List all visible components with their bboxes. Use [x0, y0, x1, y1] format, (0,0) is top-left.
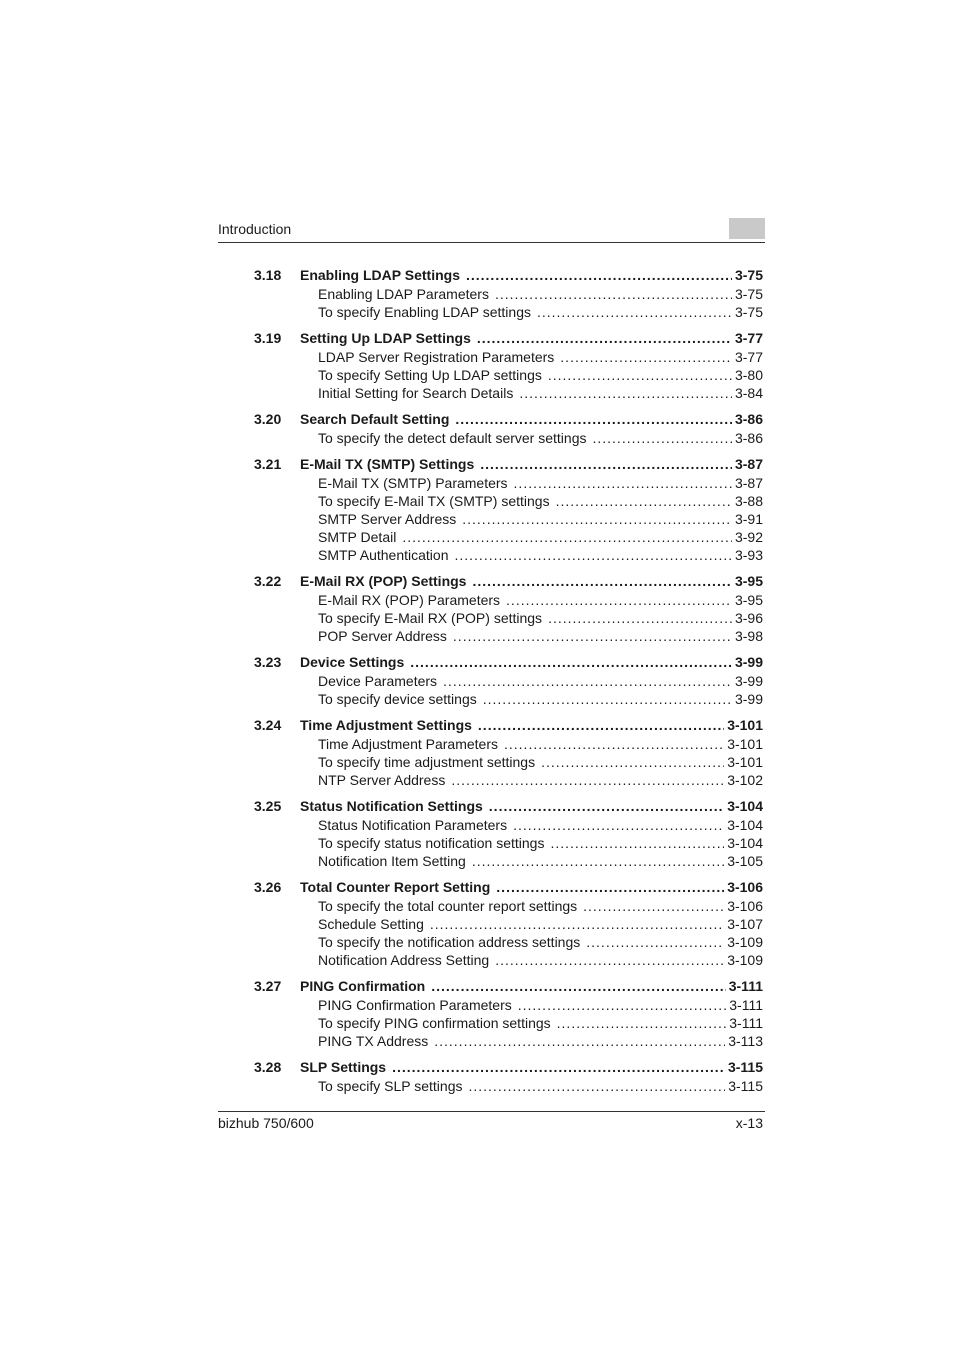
toc-page-number: 3-92 [734, 529, 763, 545]
toc-subentry[interactable] [254, 1032, 763, 1050]
toc-section-title: Total Counter Report Setting [300, 879, 491, 895]
toc-section-number: 3.22 [254, 573, 282, 589]
toc-subentry[interactable] [254, 933, 763, 951]
toc-subentry[interactable] [254, 384, 763, 402]
toc-dot-leader [506, 591, 732, 609]
toc-dot-leader [513, 816, 724, 834]
toc-page-number: 3-109 [727, 934, 763, 950]
toc-subentry[interactable] [254, 429, 763, 447]
toc-subentry-title: Initial Setting for Search Details [318, 385, 514, 401]
toc-page-number: 3-99 [734, 654, 763, 670]
toc-dot-leader [466, 266, 732, 284]
toc-dot-leader [519, 384, 732, 402]
toc-subentry[interactable] [254, 303, 763, 321]
toc-subentry-title: To specify the total counter report settings [318, 898, 578, 914]
toc-dot-leader [495, 285, 732, 303]
toc-section-entry[interactable] [254, 329, 763, 348]
toc-page-number: 3-101 [727, 717, 763, 733]
toc-subentry-title: To specify Setting Up LDAP settings [318, 367, 542, 383]
toc-page-number: 3-104 [727, 835, 763, 851]
toc-section-title: SLP Settings [300, 1059, 387, 1075]
toc-subentry[interactable] [254, 510, 763, 528]
toc-subentry-title: Enabling LDAP Parameters [318, 286, 489, 302]
toc-dot-leader [468, 1077, 725, 1095]
toc-section-number: 3.27 [254, 978, 282, 994]
toc-section [254, 266, 763, 321]
toc-page-number: 3-87 [734, 475, 763, 491]
toc-section-entry[interactable] [254, 878, 763, 897]
toc-subentry-title: To specify Enabling LDAP settings [318, 304, 531, 320]
toc-dot-leader [504, 735, 724, 753]
footer-product-name: bizhub 750/600 [218, 1115, 314, 1131]
toc-dot-leader [495, 951, 724, 969]
toc-page-number: 3-75 [734, 304, 763, 320]
toc-subentry-title: Device Parameters [318, 673, 438, 689]
toc-dot-leader [518, 996, 727, 1014]
toc-subentry-title: To specify E-Mail TX (SMTP) settings [318, 493, 550, 509]
toc-subentry[interactable] [254, 753, 763, 771]
toc-subentry-title: SMTP Authentication [318, 547, 449, 563]
toc-section-number: 3.24 [254, 717, 282, 733]
toc-page-number: 3-75 [734, 267, 763, 283]
toc-subentry-title: Schedule Setting [318, 916, 424, 932]
toc-subentry[interactable] [254, 609, 763, 627]
toc-section-entry[interactable] [254, 977, 763, 996]
toc-dot-leader [430, 915, 724, 933]
toc-subentry[interactable] [254, 690, 763, 708]
toc-subentry[interactable] [254, 285, 763, 303]
toc-subentry[interactable] [254, 546, 763, 564]
toc-page-number: 3-80 [734, 367, 763, 383]
toc-dot-leader [556, 492, 732, 510]
toc-subentry[interactable] [254, 627, 763, 645]
toc-dot-leader [455, 410, 732, 428]
toc-dot-leader [489, 797, 724, 815]
toc-section-entry[interactable] [254, 455, 763, 474]
toc-page-number: 3-111 [729, 1015, 763, 1031]
toc-page-number: 3-104 [727, 817, 763, 833]
toc-dot-leader [392, 1058, 725, 1076]
toc-dot-leader [453, 627, 732, 645]
toc-dot-leader [496, 878, 724, 896]
toc-section-title: E-Mail TX (SMTP) Settings [300, 456, 475, 472]
header-rule [218, 242, 765, 243]
toc-subentry-title: Status Notification Parameters [318, 817, 508, 833]
footer-rule [218, 1111, 765, 1112]
toc-section-title: Status Notification Settings [300, 798, 483, 814]
toc-page-number: 3-104 [727, 798, 763, 814]
toc-dot-leader [483, 690, 732, 708]
footer-page-number: x-13 [735, 1115, 763, 1131]
toc-subentry[interactable] [254, 735, 763, 753]
toc-section-title: Enabling LDAP Settings [300, 267, 460, 283]
toc-subentry[interactable] [254, 492, 763, 510]
toc-subentry-title: PING TX Address [318, 1033, 429, 1049]
toc-section-title: Search Default Setting [300, 411, 450, 427]
toc-subentry[interactable] [254, 771, 763, 789]
toc-section-entry[interactable] [254, 653, 763, 672]
toc-dot-leader [462, 510, 732, 528]
toc-subentry-title: To specify the notification address settings [318, 934, 581, 950]
toc-dot-leader [431, 977, 726, 995]
toc-page-number: 3-99 [734, 673, 763, 689]
toc-page-number: 3-95 [734, 592, 763, 608]
toc-page-number: 3-113 [728, 1033, 763, 1049]
toc-subentry-title: To specify SLP settings [318, 1078, 463, 1094]
toc-section [254, 410, 763, 447]
toc-section-number: 3.18 [254, 267, 282, 283]
toc-page-number: 3-88 [734, 493, 763, 509]
toc-subentry-title: SMTP Server Address [318, 511, 457, 527]
toc-page-number: 3-98 [734, 628, 763, 644]
toc-dot-leader [548, 366, 732, 384]
toc-section-title: Time Adjustment Settings [300, 717, 472, 733]
toc-subentry[interactable] [254, 474, 763, 492]
toc-page-number: 3-87 [734, 456, 763, 472]
toc-page-number: 3-109 [727, 952, 763, 968]
toc-section [254, 455, 763, 564]
toc-section [254, 572, 763, 645]
toc-section-entry[interactable] [254, 1058, 763, 1077]
toc-section-title: Setting Up LDAP Settings [300, 330, 471, 346]
toc-dot-leader [583, 897, 724, 915]
toc-subentry-title: To specify PING confirmation settings [318, 1015, 551, 1031]
toc-page-number: 3-84 [734, 385, 763, 401]
toc-section-title: PING Confirmation [300, 978, 426, 994]
toc-section [254, 977, 763, 1050]
toc-dot-leader [451, 771, 724, 789]
toc-page-number: 3-96 [734, 610, 763, 626]
toc-dot-leader [480, 455, 732, 473]
toc-section-number: 3.20 [254, 411, 282, 427]
toc-page-number: 3-93 [734, 547, 763, 563]
toc-section-number: 3.21 [254, 456, 282, 472]
toc-dot-leader [592, 429, 731, 447]
toc-page-number: 3-115 [728, 1078, 763, 1094]
toc-section-entry[interactable] [254, 410, 763, 429]
toc-subentry[interactable] [254, 1077, 763, 1095]
toc-dot-leader [443, 672, 732, 690]
toc-page-number: 3-111 [729, 997, 763, 1013]
toc-dot-leader [550, 834, 724, 852]
toc-section [254, 878, 763, 969]
toc-dot-leader [548, 609, 732, 627]
toc-page-number: 3-86 [734, 411, 763, 427]
toc-dot-leader [478, 716, 724, 734]
toc-section-title: E-Mail RX (POP) Settings [300, 573, 467, 589]
toc-subentry-title: LDAP Server Registration Parameters [318, 349, 555, 365]
toc-subentry[interactable] [254, 528, 763, 546]
toc-subentry[interactable] [254, 348, 763, 366]
toc-section-entry[interactable] [254, 266, 763, 285]
toc-dot-leader [537, 303, 732, 321]
toc-subentry[interactable] [254, 1014, 763, 1032]
toc-section-entry[interactable] [254, 572, 763, 591]
toc-section [254, 329, 763, 402]
toc-subentry-title: To specify the detect default server settings [318, 430, 587, 446]
toc-subentry[interactable] [254, 852, 763, 870]
toc-page-number: 3-95 [734, 573, 763, 589]
toc-section-number: 3.26 [254, 879, 282, 895]
toc-dot-leader [402, 528, 732, 546]
toc-dot-leader [454, 546, 731, 564]
toc-dot-leader [541, 753, 724, 771]
toc-page-number: 3-101 [727, 736, 763, 752]
toc-section [254, 1058, 763, 1095]
toc-subentry[interactable] [254, 834, 763, 852]
toc-section-number: 3.28 [254, 1059, 282, 1075]
toc-section-entry[interactable] [254, 716, 763, 735]
toc-dot-leader [560, 348, 732, 366]
running-header: Introduction [218, 221, 292, 237]
toc-subentry[interactable] [254, 897, 763, 915]
toc-dot-leader [434, 1032, 725, 1050]
toc-page-number: 3-101 [727, 754, 763, 770]
toc-page-number: 3-105 [727, 853, 763, 869]
toc-subentry-title: PING Confirmation Parameters [318, 997, 512, 1013]
toc-dot-leader [586, 933, 724, 951]
toc-section [254, 653, 763, 708]
toc-page-number: 3-107 [727, 916, 763, 932]
toc-subentry-title: To specify time adjustment settings [318, 754, 536, 770]
toc-subentry-title: To specify status notification settings [318, 835, 545, 851]
toc-subentry-title: Time Adjustment Parameters [318, 736, 498, 752]
toc-page-number: 3-102 [727, 772, 763, 788]
toc-page-number: 3-91 [734, 511, 763, 527]
toc-subentry-title: Notification Address Setting [318, 952, 490, 968]
toc-subentry-title: POP Server Address [318, 628, 447, 644]
toc-page-number: 3-111 [728, 978, 763, 994]
toc-subentry[interactable] [254, 591, 763, 609]
toc-dot-leader [557, 1014, 727, 1032]
toc-page-number: 3-99 [734, 691, 763, 707]
toc-subentry[interactable] [254, 816, 763, 834]
toc-subentry-title: Notification Item Setting [318, 853, 466, 869]
toc-section-entry[interactable] [254, 797, 763, 816]
table-of-contents [254, 266, 763, 1103]
toc-subentry-title: NTP Server Address [318, 772, 446, 788]
toc-page-number: 3-115 [727, 1059, 763, 1075]
toc-subentry-title: E-Mail TX (SMTP) Parameters [318, 475, 508, 491]
toc-subentry[interactable] [254, 996, 763, 1014]
header-tab-marker [729, 218, 765, 239]
toc-dot-leader [472, 852, 724, 870]
toc-page-number: 3-86 [734, 430, 763, 446]
toc-dot-leader [410, 653, 732, 671]
toc-page-number: 3-77 [734, 349, 763, 365]
toc-dot-leader [472, 572, 732, 590]
toc-page-number: 3-77 [734, 330, 763, 346]
toc-section-title: Device Settings [300, 654, 405, 670]
toc-dot-leader [477, 329, 732, 347]
toc-page-number: 3-106 [727, 898, 763, 914]
toc-section-number: 3.23 [254, 654, 282, 670]
toc-subentry[interactable] [254, 915, 763, 933]
toc-page-number: 3-106 [727, 879, 763, 895]
toc-section-number: 3.19 [254, 330, 282, 346]
toc-subentry-title: To specify device settings [318, 691, 477, 707]
toc-dot-leader [514, 474, 732, 492]
toc-subentry-title: SMTP Detail [318, 529, 397, 545]
toc-section [254, 797, 763, 870]
toc-subentry-title: To specify E-Mail RX (POP) settings [318, 610, 543, 626]
toc-subentry[interactable] [254, 366, 763, 384]
toc-subentry-title: E-Mail RX (POP) Parameters [318, 592, 501, 608]
toc-page-number: 3-75 [734, 286, 763, 302]
toc-subentry[interactable] [254, 951, 763, 969]
toc-subentry[interactable] [254, 672, 763, 690]
toc-section [254, 716, 763, 789]
toc-section-number: 3.25 [254, 798, 282, 814]
